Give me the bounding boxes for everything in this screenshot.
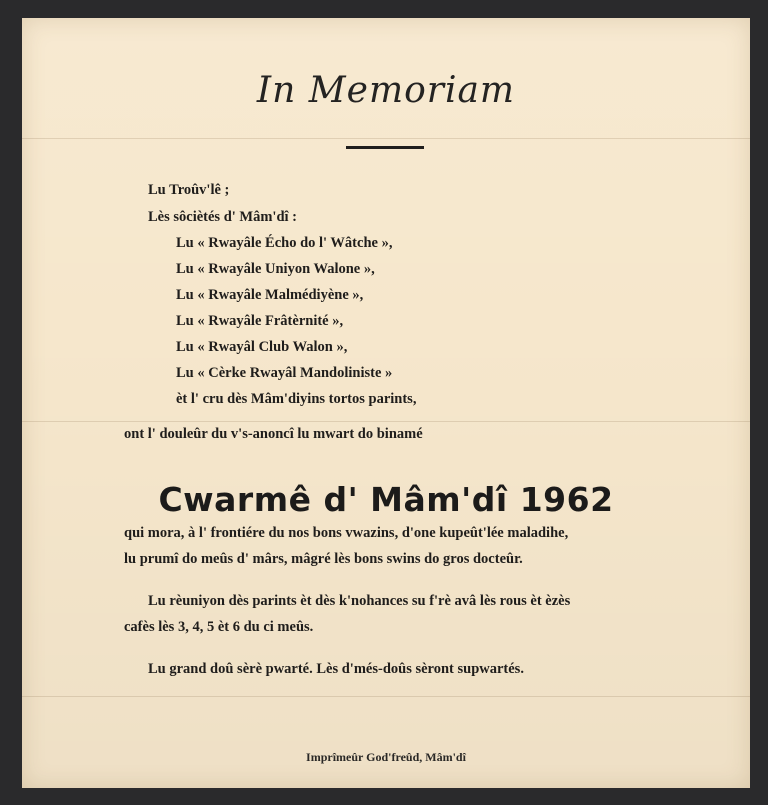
mourner-line: Lu Troûv'lê ; (148, 182, 230, 198)
mourner-line: Lu « Rwayâl Club Walon », (176, 339, 348, 355)
mourner-line: Lu « Rwayâle Écho do l' Wâtche », (176, 235, 393, 251)
deceased-name: Cwarmê d' Mâm'dî 1962 (158, 480, 614, 519)
mourner-line: Lu « Cèrke Rwayâl Mandoliniste » (176, 365, 393, 381)
paper-fold-line (22, 421, 750, 422)
circumstances-line: lu prumî do meûs d' mârs, mâgré lès bons swins do gros docteûr. (124, 551, 523, 567)
paper-fold-line (22, 138, 750, 139)
mourning-line: Lu grand doû sèrè pwarté. Lès d'més-doûs sèront supwartés. (148, 661, 524, 677)
gathering-line: cafès lès 3, 4, 5 èt 6 du ci meûs. (124, 619, 314, 635)
circumstances-line: qui mora, à l' frontiére du nos bons vwazins, d'one kupeût'lée maladihe, (124, 525, 569, 541)
title-underline (346, 146, 424, 149)
memorial-notice (22, 18, 750, 788)
announcement-line: ont l' douleûr du v's-anoncî lu mwart do binamé (124, 426, 423, 442)
printer-credit: Imprîmeûr God'freûd, Mâm'dî (306, 750, 466, 764)
mourner-line: Lès sôciètés d' Mâm'dî : (148, 209, 298, 225)
mourner-line: Lu « Rwayâle Frâtèrnité », (176, 313, 344, 329)
mourner-line: Lu « Rwayâle Uniyon Walone », (176, 261, 375, 277)
gathering-line: Lu rèuniyon dès parints èt dès k'nohances su f'rè avâ lès rous èt èzès (148, 593, 571, 609)
notice-title: In Memoriam (256, 70, 516, 111)
paper-fold-line (22, 696, 750, 697)
mourner-line: Lu « Rwayâle Malmédiyène », (176, 287, 364, 303)
mourner-line: èt l' cru dès Mâm'diyins tortos parints, (176, 391, 417, 407)
